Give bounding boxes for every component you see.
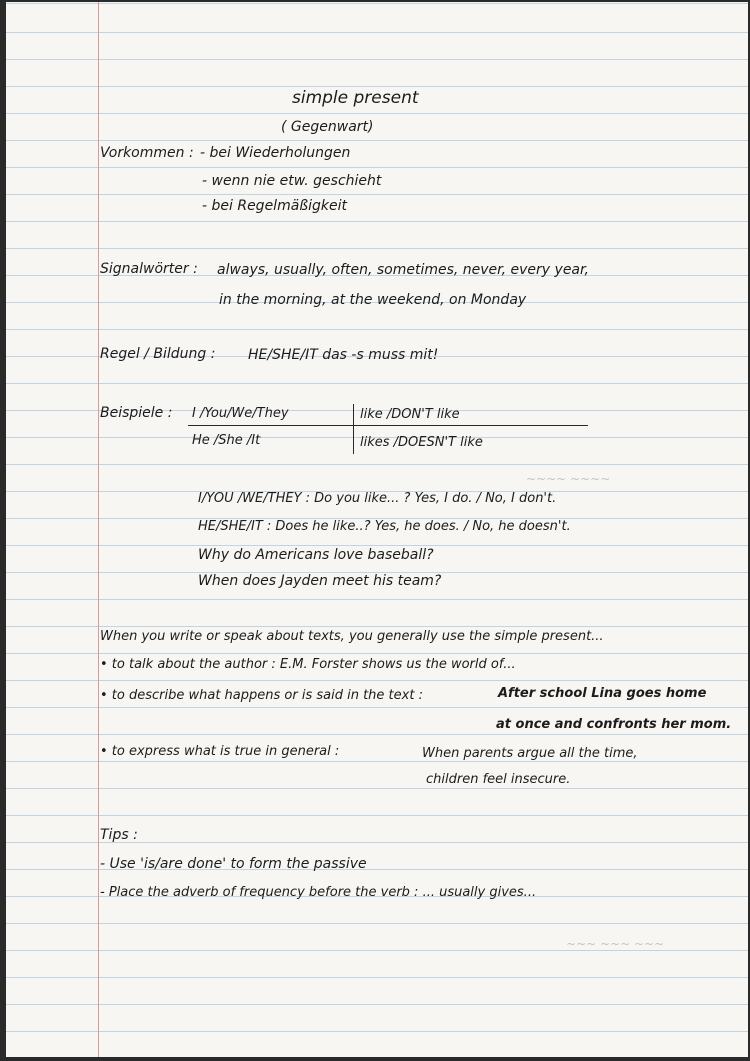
question-line: When does Jayden meet his team? [198,573,442,589]
signal-words-line1: always, usually, often, sometimes, never, every year, [217,262,589,278]
table-cell-verb: likes /DOESN'T like [360,435,483,450]
regel-text: HE/SHE/IT das -s muss mit! [248,347,439,363]
tips-label: Tips : [100,827,138,843]
question-line: Why do Americans love baseball? [198,547,434,563]
usage-example: children feel insecure. [426,772,571,787]
tips-item: - Place the adverb of frequency before the verb : ... usually gives... [100,885,537,900]
table-cell-verb: like /DON'T like [360,407,460,422]
signal-words-line2: in the morning, at the weekend, on Monday [219,292,527,308]
question-line: I/YOU /WE/THEY : Do you like... ? Yes, I do. / No, I don't. [198,491,557,506]
regel-label: Regel / Bildung : [100,346,216,362]
tips-item: - Use 'is/are done' to form the passive [100,856,367,872]
question-line: HE/SHE/IT : Does he like..? Yes, he does. / No, he doesn't. [198,519,571,534]
bleed-through: ~~~ ~~~ ~~~ [566,937,665,951]
usage-point: • to express what is true in general : [100,744,340,759]
usage-point: • to describe what happens or is said in the text : [100,688,423,703]
signal-label: Signalwörter : [100,261,198,277]
table-divider-vertical [353,404,354,454]
usage-point: • to talk about the author : E.M. Forster shows us the world of... [100,657,516,672]
page-title: simple present [292,88,419,108]
beispiele-label: Beispiele : [100,405,173,421]
margin-line [98,2,99,1057]
table-cell-subject: I /You/We/They [192,406,289,421]
bleed-through: ~~~~ ~~~~ [526,472,611,486]
vorkommen-item: - bei Regelmäßigkeit [202,198,347,214]
vorkommen-item: - bei Wiederholungen [200,145,351,161]
table-divider-horizontal [188,425,588,426]
notebook-page [6,2,748,1057]
vorkommen-item: - wenn nie etw. geschieht [202,173,382,189]
page-subtitle: ( Gegenwart) [281,119,374,135]
usage-example: After school Lina goes home [498,686,707,701]
usage-example: at once and confronts her mom. [496,717,732,732]
table-cell-subject: He /She /It [192,433,261,448]
usage-intro: When you write or speak about texts, you generally use the simple present... [100,629,604,644]
vorkommen-label: Vorkommen : [100,145,194,161]
usage-example: When parents argue all the time, [422,746,638,761]
